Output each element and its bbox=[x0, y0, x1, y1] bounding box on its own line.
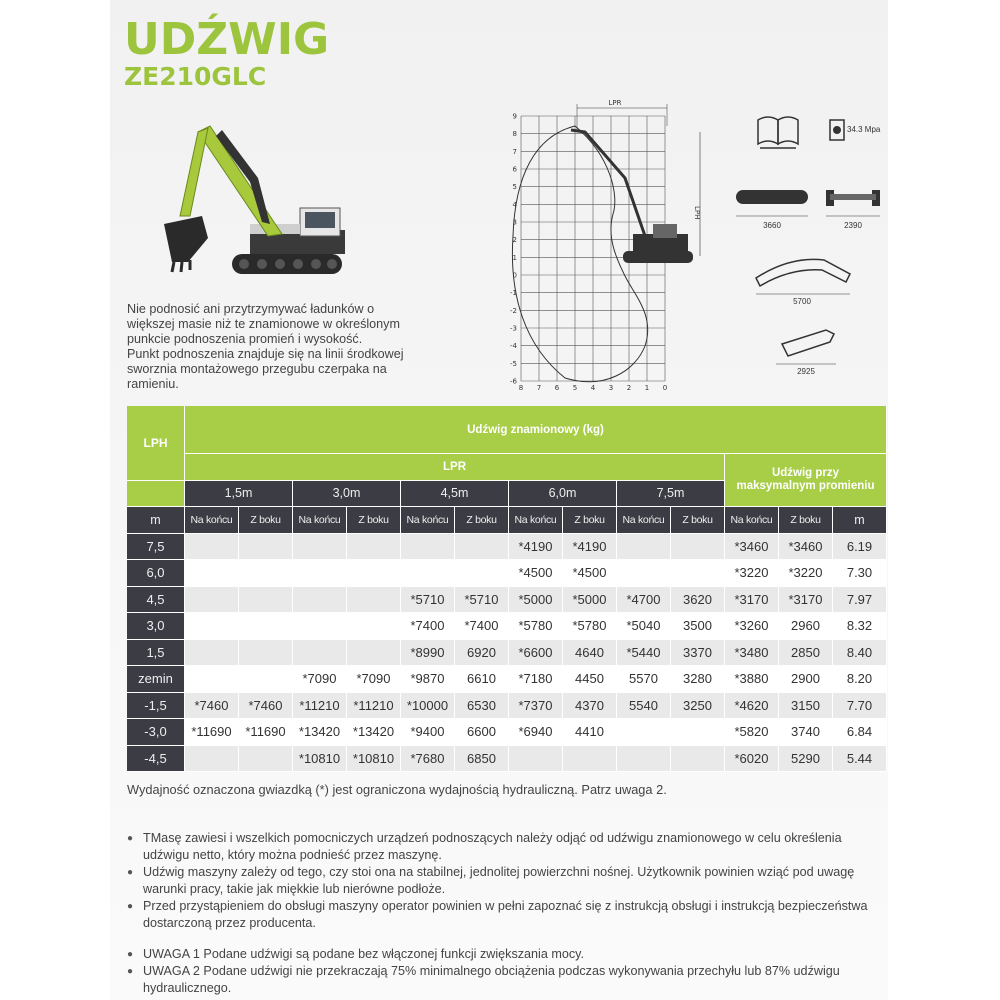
table-row bbox=[127, 719, 887, 746]
max-radius-value: 7.97 bbox=[833, 587, 887, 614]
capacity-cell bbox=[185, 746, 239, 773]
lpr-label: LPR bbox=[608, 99, 622, 107]
capacity-cell: *9870 bbox=[401, 666, 455, 693]
capacity-cell: 3740 bbox=[779, 719, 833, 746]
capacity-cell bbox=[239, 640, 293, 667]
capacity-cell bbox=[293, 640, 347, 667]
lph-value: -4,5 bbox=[127, 746, 185, 773]
table-row bbox=[127, 560, 887, 587]
capacity-cell: *4190 bbox=[509, 534, 563, 561]
capacity-cell: 5570 bbox=[617, 666, 671, 693]
lifting-warning bbox=[127, 302, 412, 392]
warning-line: Nie podnosić ani przytrzymywać ładunków o bbox=[127, 302, 375, 316]
capacity-cell: 3280 bbox=[671, 666, 725, 693]
capacity-cell: 6530 bbox=[455, 693, 509, 720]
capacity-cell bbox=[185, 640, 239, 667]
track-length-value: 3660 bbox=[763, 221, 781, 230]
x-tick-label: 8 bbox=[518, 384, 524, 392]
table-row bbox=[127, 640, 887, 667]
x-tick-label: 1 bbox=[644, 384, 650, 392]
capacity-cell: *7370 bbox=[509, 693, 563, 720]
footnote: Wydajność oznaczona gwiazdką (*) jest ograniczona wydajnością hydrauliczną. Patrz uwaga 2. bbox=[127, 782, 667, 797]
diagram-x-ticks bbox=[519, 384, 667, 392]
lifting-capacity-table bbox=[127, 406, 887, 772]
note-item: ● Przed przystąpieniem do obsługi maszyny operator powinien w pełni zapoznać się z instrukcją obsługi i instrukcją bezpieczeństwa dostarczoną przez producenta. bbox=[127, 898, 877, 932]
y-tick-label: -5 bbox=[510, 359, 517, 368]
capacity-cell bbox=[185, 587, 239, 614]
capacity-cell: 6920 bbox=[455, 640, 509, 667]
capacity-cell: *4190 bbox=[563, 534, 617, 561]
capacity-cell: *10810 bbox=[293, 746, 347, 773]
capacity-cell: *5780 bbox=[509, 613, 563, 640]
capacity-cell bbox=[185, 666, 239, 693]
max-radius-header-line2: maksymalnym promieniu bbox=[736, 480, 875, 492]
x-tick-label: 4 bbox=[590, 384, 596, 392]
y-tick-label: 4 bbox=[512, 200, 517, 209]
capacity-cell: 2850 bbox=[779, 640, 833, 667]
y-tick-label: 2 bbox=[512, 236, 517, 245]
capacity-cell: *5040 bbox=[617, 613, 671, 640]
sub-header-end: Na końcu bbox=[185, 507, 239, 534]
capacity-cell: *11690 bbox=[185, 719, 239, 746]
sub-header-end: Na końcu bbox=[509, 507, 563, 534]
excavator-image bbox=[150, 112, 390, 282]
capacity-cell: 6850 bbox=[455, 746, 509, 773]
capacity-cell: *4500 bbox=[509, 560, 563, 587]
capacity-cell bbox=[347, 534, 401, 561]
radius-header: 4,5m bbox=[401, 481, 509, 508]
capacity-cell: *5780 bbox=[563, 613, 617, 640]
capacity-cell: *7090 bbox=[293, 666, 347, 693]
lph-header-blank bbox=[127, 481, 185, 508]
capacity-cell: *7400 bbox=[455, 613, 509, 640]
arm-icon bbox=[776, 330, 836, 376]
capacity-cell bbox=[293, 587, 347, 614]
capacity-cell bbox=[239, 587, 293, 614]
capacity-cell: 5540 bbox=[617, 693, 671, 720]
y-tick-label: -2 bbox=[510, 306, 517, 315]
diagram-boom bbox=[571, 130, 645, 236]
page-title: UDŹWIG bbox=[124, 14, 330, 65]
sub-header-side: Z boku bbox=[779, 507, 833, 534]
capacity-cell: 4370 bbox=[563, 693, 617, 720]
capacity-cell: *8990 bbox=[401, 640, 455, 667]
capacity-cell: 3500 bbox=[671, 613, 725, 640]
capacity-cell: 6610 bbox=[455, 666, 509, 693]
capacity-cell: 6600 bbox=[455, 719, 509, 746]
capacity-cell bbox=[347, 640, 401, 667]
capacity-cell: 4640 bbox=[563, 640, 617, 667]
lph-value: -3,0 bbox=[127, 719, 185, 746]
capacity-cell: *10000 bbox=[401, 693, 455, 720]
y-tick-label: 6 bbox=[512, 165, 517, 174]
capacity-cell: *3170 bbox=[725, 587, 779, 614]
capacity-cell: *6600 bbox=[509, 640, 563, 667]
capacity-cell bbox=[239, 666, 293, 693]
capacity-cell: *11210 bbox=[293, 693, 347, 720]
capacity-cell: *4500 bbox=[563, 560, 617, 587]
sub-header-side: Z boku bbox=[455, 507, 509, 534]
capacity-cell: *7460 bbox=[239, 693, 293, 720]
track-gauge-value: 2390 bbox=[844, 221, 862, 230]
y-tick-label: 0 bbox=[512, 271, 517, 280]
capacity-cell: *6020 bbox=[725, 746, 779, 773]
unit-header: m bbox=[127, 507, 185, 534]
max-radius-value: 8.40 bbox=[833, 640, 887, 667]
sub-header-end: Na końcu bbox=[293, 507, 347, 534]
y-tick-label: -3 bbox=[510, 324, 517, 333]
capacity-cell: *5710 bbox=[455, 587, 509, 614]
x-tick-label: 3 bbox=[608, 384, 614, 392]
capacity-cell: *11210 bbox=[347, 693, 401, 720]
capacity-cell: *5000 bbox=[509, 587, 563, 614]
note-item: ● UWAGA 1 Podane udźwigi są podane bez włączonej funkcji zwiększania mocy. bbox=[127, 946, 877, 963]
capacity-cell: 5290 bbox=[779, 746, 833, 773]
warning-line: większej masie niż te znamionowe w określonym bbox=[127, 317, 400, 331]
track-gauge-icon bbox=[826, 190, 880, 230]
warning-line: punkcie podnoszenia promień i wysokość. bbox=[127, 332, 363, 346]
capacity-cell bbox=[293, 613, 347, 640]
x-tick-label: 0 bbox=[662, 384, 668, 392]
sub-header-end: Na końcu bbox=[725, 507, 779, 534]
diagram-excavator bbox=[623, 224, 693, 263]
capacity-cell: 2960 bbox=[779, 613, 833, 640]
capacity-cell bbox=[617, 534, 671, 561]
notes-list bbox=[127, 830, 877, 997]
lph-value: 7,5 bbox=[127, 534, 185, 561]
capacity-cell bbox=[617, 560, 671, 587]
capacity-cell: *7090 bbox=[347, 666, 401, 693]
table-row bbox=[127, 534, 887, 561]
capacity-cell bbox=[239, 534, 293, 561]
capacity-cell: *13420 bbox=[347, 719, 401, 746]
capacity-cell bbox=[347, 613, 401, 640]
boom-length-value: 5700 bbox=[793, 297, 811, 306]
boom-icon bbox=[756, 259, 850, 306]
capacity-cell: *5440 bbox=[617, 640, 671, 667]
capacity-cell: 4410 bbox=[563, 719, 617, 746]
table-row bbox=[127, 693, 887, 720]
capacity-cell bbox=[509, 746, 563, 773]
capacity-cell bbox=[347, 587, 401, 614]
radius-unit-header: m bbox=[833, 507, 887, 534]
max-radius-value: 6.84 bbox=[833, 719, 887, 746]
capacity-cell bbox=[671, 560, 725, 587]
note-item: ● UWAGA 2 Podane udźwigi nie przekraczają 75% minimalnego obciążenia podczas wykonywania przechyłu lub 87% udźwigu hydraulicznego. bbox=[127, 963, 877, 997]
y-tick-label: 5 bbox=[512, 183, 517, 192]
capacity-cell: *9400 bbox=[401, 719, 455, 746]
capacity-cell: *5820 bbox=[725, 719, 779, 746]
capacity-cell: *7460 bbox=[185, 693, 239, 720]
lph-header: LPH bbox=[127, 406, 185, 481]
capacity-cell: *11690 bbox=[239, 719, 293, 746]
max-radius-header-line1: Udźwig przy bbox=[771, 467, 840, 479]
lph-value: 1,5 bbox=[127, 640, 185, 667]
capacity-cell bbox=[401, 560, 455, 587]
x-tick-label: 6 bbox=[554, 384, 560, 392]
max-radius-header bbox=[725, 454, 887, 507]
warning-line: sworznia montażowego przegubu czerpaka na bbox=[127, 362, 387, 376]
y-tick-label: -4 bbox=[510, 342, 517, 351]
lph-value: 4,5 bbox=[127, 587, 185, 614]
max-radius-value: 5.44 bbox=[833, 746, 887, 773]
capacity-cell bbox=[293, 534, 347, 561]
lph-label: LPH bbox=[693, 206, 701, 220]
radius-header: 1,5m bbox=[185, 481, 293, 508]
table-row bbox=[127, 666, 887, 693]
manual-icon bbox=[758, 117, 798, 148]
max-radius-value: 8.32 bbox=[833, 613, 887, 640]
capacity-cell: *3460 bbox=[725, 534, 779, 561]
lph-value: 3,0 bbox=[127, 613, 185, 640]
capacity-cell: 3150 bbox=[779, 693, 833, 720]
y-tick-label: 8 bbox=[512, 130, 517, 139]
capacity-cell: 4450 bbox=[563, 666, 617, 693]
capacity-cell bbox=[671, 719, 725, 746]
capacity-cell: *5710 bbox=[401, 587, 455, 614]
capacity-cell bbox=[671, 746, 725, 773]
sub-header-end: Na końcu bbox=[617, 507, 671, 534]
y-tick-label: 1 bbox=[512, 253, 517, 262]
model-name: ZE210GLC bbox=[124, 62, 267, 91]
capacity-cell bbox=[239, 560, 293, 587]
sub-header-side: Z boku bbox=[239, 507, 293, 534]
capacity-cell bbox=[239, 613, 293, 640]
capacity-cell bbox=[671, 534, 725, 561]
capacity-cell: *6940 bbox=[509, 719, 563, 746]
capacity-cell: *13420 bbox=[293, 719, 347, 746]
capacity-cell: *5000 bbox=[563, 587, 617, 614]
track-length-icon bbox=[736, 190, 808, 230]
x-tick-label: 2 bbox=[626, 384, 632, 392]
rated-capacity-header: Udźwig znamionowy (kg) bbox=[185, 406, 887, 454]
lph-value: zemin bbox=[127, 666, 185, 693]
lpr-header: LPR bbox=[185, 454, 725, 481]
sub-header-side: Z boku bbox=[671, 507, 725, 534]
capacity-cell bbox=[185, 560, 239, 587]
capacity-cell: *7400 bbox=[401, 613, 455, 640]
warning-line: Punkt podnoszenia znajduje się na linii środkowej bbox=[127, 347, 404, 361]
spec-page bbox=[110, 0, 888, 1000]
capacity-cell: 3250 bbox=[671, 693, 725, 720]
capacity-cell bbox=[185, 613, 239, 640]
max-radius-value: 7.30 bbox=[833, 560, 887, 587]
pressure-value: 34.3 Mpa bbox=[847, 125, 881, 134]
sub-header-side: Z boku bbox=[563, 507, 617, 534]
capacity-cell bbox=[455, 534, 509, 561]
radius-header: 6,0m bbox=[509, 481, 617, 508]
y-tick-label: 7 bbox=[512, 147, 517, 156]
radius-header: 7,5m bbox=[617, 481, 725, 508]
capacity-cell bbox=[455, 560, 509, 587]
x-tick-label: 7 bbox=[536, 384, 542, 392]
x-tick-label: 5 bbox=[572, 384, 578, 392]
table-row bbox=[127, 587, 887, 614]
capacity-cell: *3220 bbox=[725, 560, 779, 587]
note-item: ● Udźwig maszyny zależy od tego, czy stoi ona na stabilnej, jednolitej powierzchni nośnej. Użytkownik powinien wziąć pod uwagę warunki pracy, takie jak miękkie lub nierówne podłoże. bbox=[127, 864, 877, 898]
capacity-cell: *4700 bbox=[617, 587, 671, 614]
capacity-cell: *4620 bbox=[725, 693, 779, 720]
radius-header: 3,0m bbox=[293, 481, 401, 508]
warning-line: ramieniu. bbox=[127, 377, 179, 391]
capacity-cell: *3170 bbox=[779, 587, 833, 614]
capacity-cell bbox=[401, 534, 455, 561]
capacity-cell: *3220 bbox=[779, 560, 833, 587]
arm-length-value: 2925 bbox=[797, 367, 815, 376]
capacity-cell: *7680 bbox=[401, 746, 455, 773]
y-tick-label: 9 bbox=[512, 112, 517, 121]
capacity-cell bbox=[185, 534, 239, 561]
table-row bbox=[127, 613, 887, 640]
capacity-cell: *7180 bbox=[509, 666, 563, 693]
y-tick-label: -6 bbox=[510, 377, 517, 386]
max-radius-value: 8.20 bbox=[833, 666, 887, 693]
capacity-cell bbox=[347, 560, 401, 587]
capacity-cell: 3620 bbox=[671, 587, 725, 614]
table-row bbox=[127, 746, 887, 773]
max-radius-value: 7.70 bbox=[833, 693, 887, 720]
lph-value: -1,5 bbox=[127, 693, 185, 720]
y-tick-label: 3 bbox=[512, 218, 517, 227]
capacity-cell: 3370 bbox=[671, 640, 725, 667]
sub-header-end: Na końcu bbox=[401, 507, 455, 534]
capacity-cell: *3480 bbox=[725, 640, 779, 667]
capacity-cell: *3460 bbox=[779, 534, 833, 561]
max-radius-value: 6.19 bbox=[833, 534, 887, 561]
capacity-cell: *10810 bbox=[347, 746, 401, 773]
lph-value: 6,0 bbox=[127, 560, 185, 587]
sub-header-side: Z boku bbox=[347, 507, 401, 534]
note-item: ● TMasę zawiesi i wszelkich pomocniczych urządzeń podnoszących należy odjąć od udźwigu znamionowego w celu określenia udźwigu netto, który można podnieść przez maszynę. bbox=[127, 830, 877, 864]
capacity-cell bbox=[239, 746, 293, 773]
capacity-cell bbox=[617, 746, 671, 773]
diagram-y-ticks bbox=[510, 113, 518, 386]
capacity-cell: *3880 bbox=[725, 666, 779, 693]
pressure-icon bbox=[830, 120, 881, 140]
spec-icons bbox=[730, 106, 888, 376]
capacity-cell bbox=[293, 560, 347, 587]
y-tick-label: -1 bbox=[510, 289, 517, 298]
working-range-diagram bbox=[495, 96, 710, 396]
capacity-cell: *3260 bbox=[725, 613, 779, 640]
capacity-cell: 2900 bbox=[779, 666, 833, 693]
capacity-cell bbox=[563, 746, 617, 773]
capacity-cell bbox=[617, 719, 671, 746]
